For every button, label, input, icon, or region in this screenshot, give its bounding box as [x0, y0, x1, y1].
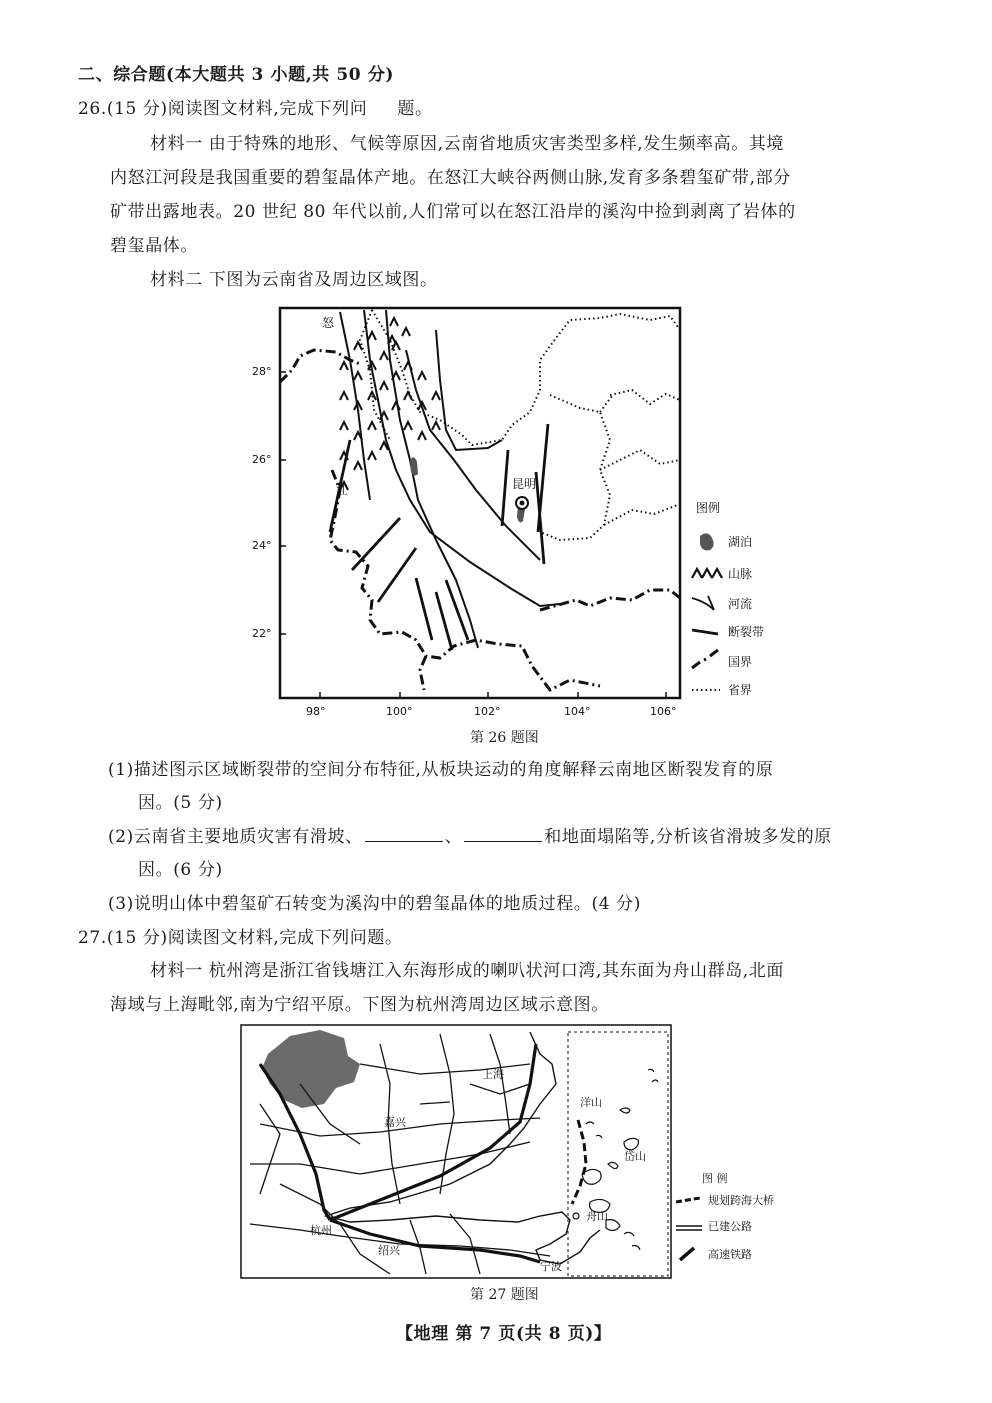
- answer-blank[interactable]: [365, 827, 443, 842]
- lat-label: 24°: [252, 539, 272, 552]
- q26-caption: 第 26 题图: [470, 730, 539, 746]
- page-footer: 【地理 第 7 页(共 8 页)】: [396, 1324, 612, 1344]
- q26-sub1-line2: 因。(5 分): [138, 793, 223, 813]
- place-shaoxing: 绍兴: [378, 1244, 400, 1257]
- legend-country: 国界: [728, 655, 753, 669]
- q27-material1-line1: 材料一 杭州湾是浙江省钱塘江入东海形成的喇叭状河口湾,其东面为舟山群岛,北面: [150, 961, 785, 981]
- legend-title: 图例: [696, 501, 721, 515]
- lake-icon: [700, 533, 714, 550]
- place-zhoushan: 舟山: [586, 1210, 608, 1223]
- q26-sub2-line1: (2)云南省主要地质灾害有滑坡、 、 和地面塌陷等,分析该省滑坡多发的原: [108, 827, 832, 847]
- legend-lake: 湖泊: [728, 535, 753, 549]
- legend-bridge: 规划跨海大桥: [708, 1194, 774, 1207]
- lon-label: 100°: [386, 705, 413, 718]
- legend-title: 图 例: [702, 1172, 728, 1185]
- zhoushan-marker: [573, 1213, 579, 1219]
- q27-legend: [676, 1171, 774, 1261]
- q27-map: [240, 1024, 800, 1280]
- place-kunming: 昆明: [512, 477, 537, 491]
- place-shanghai: 上海: [482, 1068, 504, 1081]
- q26-material1-line3: 矿带出露地表。20 世纪 80 年代以前,人们常可以在怒江沿岸的溪沟中捡到剥离了岩体的: [110, 202, 796, 222]
- q26-map: [240, 300, 800, 725]
- river-icon: [692, 596, 714, 610]
- place-ningbo: 宁波: [540, 1260, 562, 1273]
- q26-material2: 材料二 下图为云南省及周边区域图。: [150, 270, 438, 290]
- lon-label: 102°: [474, 705, 501, 718]
- legend-fault: 断裂带: [728, 625, 765, 639]
- rail-icon: [680, 1248, 694, 1260]
- place-yangshan: 洋山: [580, 1096, 602, 1109]
- q26-material1-line1: 材料一 由于特殊的地形、气候等原因,云南省地质灾害类型多样,发生频率高。其境: [150, 134, 785, 154]
- lon-label: 98°: [306, 705, 326, 718]
- q27-stem: 27.(15 分)阅读图文材料,完成下列问题。: [78, 928, 403, 948]
- legend-rail: 高速铁路: [708, 1248, 752, 1261]
- q26-sub3: (3)说明山体中碧玺矿石转变为溪沟中的碧玺晶体的地质过程。(4 分): [108, 894, 641, 914]
- planned-bridge-icon: [676, 1198, 700, 1202]
- lat-label: 28°: [252, 365, 272, 378]
- lon-label: 106°: [650, 705, 677, 718]
- q26-material1-line4: 碧玺晶体。: [110, 236, 198, 256]
- q27-caption: 第 27 题图: [470, 1287, 539, 1303]
- legend-river: 河流: [728, 597, 753, 611]
- section-heading: 二、综合题(本大题共 3 小题,共 50 分): [78, 65, 394, 85]
- place-jiaxing: 嘉兴: [384, 1116, 406, 1129]
- place-daishan: 岱山: [624, 1150, 646, 1163]
- legend-road: 已建公路: [708, 1220, 752, 1233]
- mountain-icon: [692, 569, 722, 578]
- legend-mountain: 山脉: [728, 567, 753, 581]
- lon-label: 104°: [564, 705, 591, 718]
- place-hangzhou: 杭州: [310, 1224, 332, 1237]
- q26-sub2-line2: 因。(6 分): [138, 860, 223, 880]
- q27-material1-line2: 海域与上海毗邻,南为宁绍平原。下图为杭州湾周边区域示意图。: [110, 995, 609, 1015]
- q26-legend: [692, 500, 764, 697]
- legend-province: 省界: [728, 683, 753, 697]
- country-border-icon: [692, 650, 718, 668]
- q26-sub1-line1: (1)描述图示区域断裂带的空间分布特征,从板块运动的角度解释云南地区断裂发育的原: [108, 760, 774, 780]
- lat-label: 26°: [252, 453, 272, 466]
- fault-icon: [692, 630, 718, 634]
- q26-material1-line2: 内怒江河段是我国重要的碧玺晶体产地。在怒江大峡谷两侧山脉,发育多条碧玺矿带,部分: [110, 168, 791, 188]
- answer-blank[interactable]: [464, 827, 542, 842]
- q26-stem: 26.(15 分)阅读图文材料,完成下列问 题。: [78, 99, 433, 119]
- place-jiang: 江: [336, 483, 349, 497]
- place-nu: 怒: [322, 316, 335, 330]
- lat-label: 22°: [252, 627, 272, 640]
